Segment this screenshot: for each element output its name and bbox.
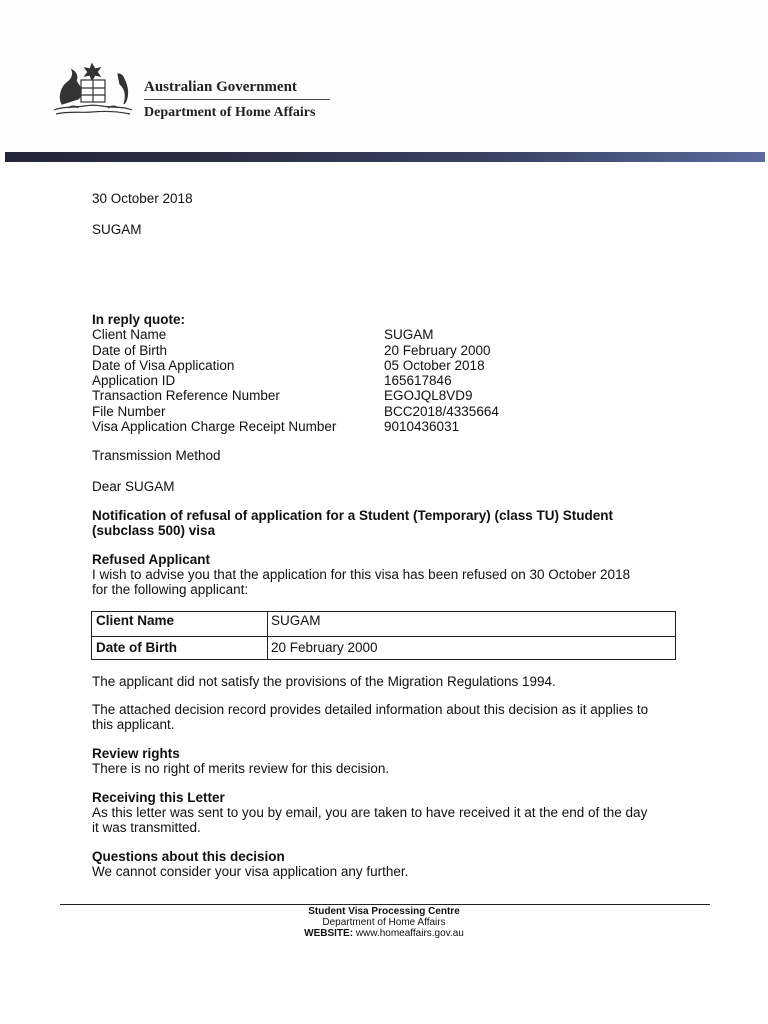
reference-value: 165617846	[384, 373, 452, 389]
header-band	[5, 152, 765, 162]
table-row	[92, 636, 675, 660]
footer-website-link[interactable]: www.homeaffairs.gov.au	[355, 928, 464, 939]
addressee: SUGAM	[92, 222, 142, 237]
footer-centre: Student Visa Processing Centre	[308, 906, 460, 917]
decision-paragraph-line1: The attached decision record provides detailed information about this decision as it applies to	[92, 702, 649, 717]
notice-title-line2: (subclass 500) visa	[92, 523, 216, 538]
reference-label: Date of Birth	[92, 342, 168, 358]
reference-value: SUGAM	[384, 327, 434, 343]
letterhead	[0, 0, 768, 155]
reference-value: EGOJQL8VD9	[384, 388, 473, 404]
reference-row	[92, 403, 499, 419]
reference-row	[92, 373, 452, 389]
reference-row	[92, 388, 473, 404]
reference-block	[92, 312, 499, 435]
reference-row	[92, 357, 485, 373]
reference-label: Visa Application Charge Receipt Number	[92, 419, 337, 435]
reference-value: BCC2018/4335664	[384, 403, 499, 419]
reference-row	[92, 419, 460, 435]
table-label: Date of Birth	[96, 640, 177, 655]
department-name: Department of Home Affairs	[144, 105, 316, 120]
table-label: Client Name	[96, 613, 175, 628]
reference-heading: In reply quote:	[92, 312, 186, 327]
footer-website-label: WEBSITE:	[304, 928, 354, 939]
receiving-heading: Receiving this Letter	[92, 790, 225, 805]
reference-row	[92, 342, 491, 358]
reference-label: Date of Visa Application	[92, 357, 235, 373]
reference-value: 20 February 2000	[384, 342, 491, 358]
government-name: Australian Government	[144, 79, 297, 95]
refused-applicant-line2: for the following applicant:	[92, 582, 249, 597]
decision-paragraph-line2: this applicant.	[92, 717, 175, 732]
table-value: 20 February 2000	[271, 640, 378, 655]
review-rights-heading: Review rights	[92, 746, 180, 761]
regulations-paragraph: The applicant did not satisfy the provisions of the Migration Regulations 1994.	[92, 674, 556, 689]
footer-department: Department of Home Affairs	[322, 917, 446, 928]
footer-rule	[60, 904, 710, 905]
applicant-table	[91, 611, 676, 660]
reference-label: Application ID	[92, 373, 176, 389]
letter-date: 30 October 2018	[92, 191, 193, 206]
refused-applicant-line1: I wish to advise you that the application for this visa has been refused on 30 October 2018	[92, 567, 631, 582]
review-rights-text: There is no right of merits review for this decision.	[92, 761, 390, 776]
notice-title-line1: Notification of refusal of application for a Student (Temporary) (class TU) Student	[92, 508, 614, 523]
table-divider	[267, 612, 268, 659]
table-value: SUGAM	[271, 613, 321, 628]
salutation: Dear SUGAM	[92, 479, 175, 494]
letterhead-rule	[144, 99, 330, 100]
reference-label: File Number	[92, 403, 166, 419]
table-row	[92, 612, 675, 637]
transmission-method: Transmission Method	[92, 448, 221, 463]
receiving-line2: it was transmitted.	[92, 820, 201, 835]
reference-value: 9010436031	[384, 419, 460, 435]
reference-label: Client Name	[92, 327, 167, 343]
reference-value: 05 October 2018	[384, 357, 485, 373]
reference-row	[92, 327, 434, 343]
refused-applicant-heading: Refused Applicant	[92, 552, 211, 567]
reference-label: Transaction Reference Number	[92, 388, 280, 404]
receiving-line1: As this letter was sent to you by email, you are taken to have received it at the end of the day	[92, 805, 648, 820]
questions-text: We cannot consider your visa application any further.	[92, 864, 409, 879]
questions-heading: Questions about this decision	[92, 849, 285, 864]
coat-of-arms-icon	[48, 60, 138, 120]
footer-website	[0, 928, 768, 939]
